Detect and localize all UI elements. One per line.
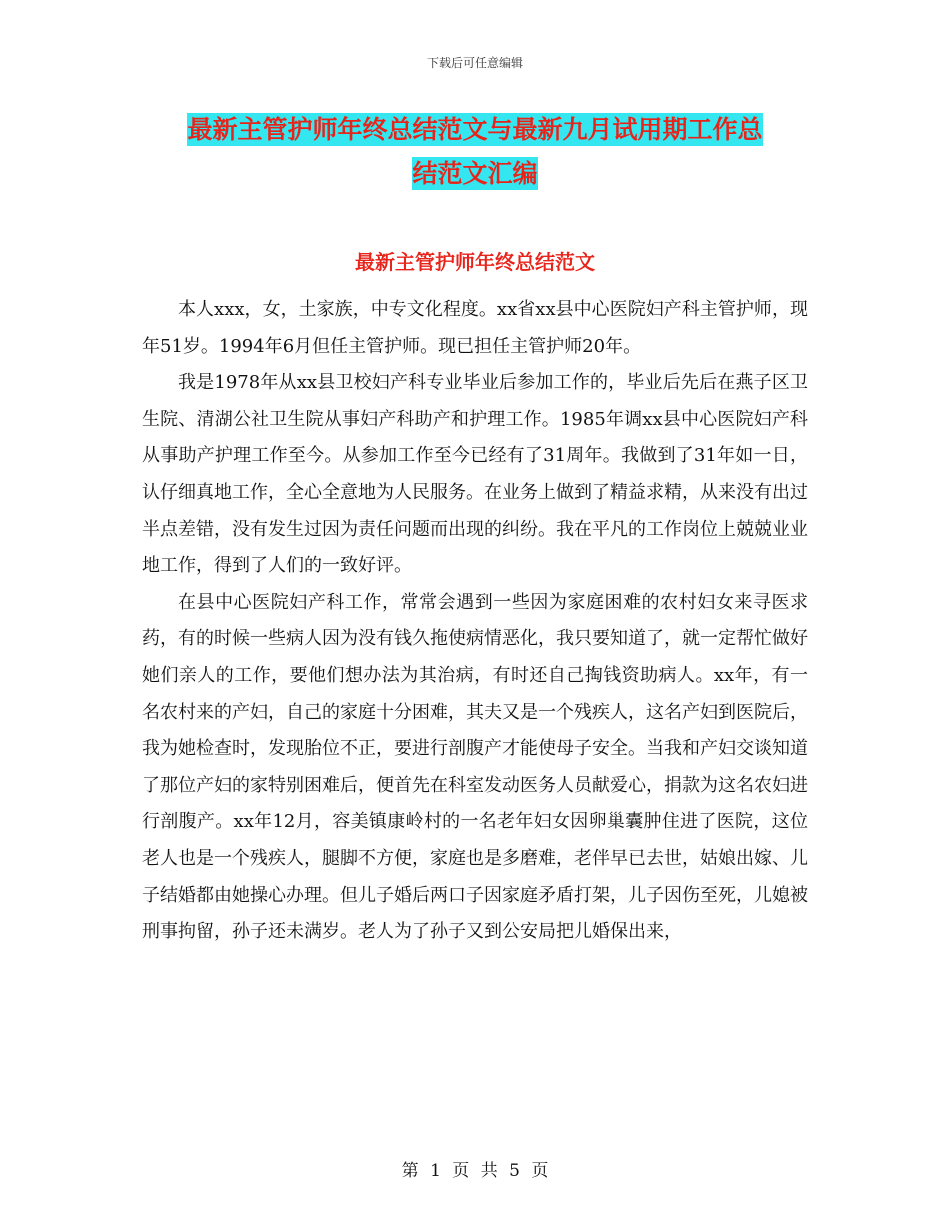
header-note: 下载后可任意编辑 [426, 56, 523, 70]
paragraph: 在县中心医院妇产科工作，常常会遇到一些因为家庭困难的农村妇女来寻医求药，有的时候一些病人因为没有钱久拖使病情恶化，我只要知道了，就一定帮忙做好她们亲人的工作，要他们想办法为其治病，有时还自己掏钱资助病人。xx年，有一名农村来的产妇，自己的家庭十分困难，其夫又是一个残疾人，这名产妇到医院后，我为她检查时，发现胎位不正，要进行剖腹产才能使母子安全。当我和产妇交谈知道了那位产妇的家特别困难后，便首先在科室发动医务人员献爱心，捐款为这名农妇进行剖腹产。xx年12月，容美镇康岭村的一名老年妇女因卵巢囊肿住进了医院，这位老人也是一个残疾人，腿脚不方便，家庭也是多磨难，老伴早已去世，姑娘出嫁、儿子结婚都由她操心办理。但儿子婚后两口子因家庭矛盾打架，儿子因伤至死，儿媳被刑事拘留，孙子还未满岁。老人为了孙子又到公安局把儿婚保出来， [142, 591, 808, 943]
document-title [130, 108, 820, 196]
paragraph: 我是1978年从xx县卫校妇产科专业毕业后参加工作的，毕业后先后在燕子区卫生院、清湖公社卫生院从事妇产科助产和护理工作。1985年调xx县中心医院妇产科从事助产护理工作至今。从参加工作至今已经有了31周年。我做到了31年如一日，认仔细真地工作，全心全意地为人民服务。在业务上做到了精益求精，从来没有出过半点差错，没有发生过因为责任问题而出现的纠纷。我在平凡的工作岗位上兢兢业业地工作，得到了人们的一致好评。 [142, 372, 808, 577]
section-title: 最新主管护师年终总结范文 [355, 250, 595, 274]
document-body [142, 292, 808, 951]
paragraph: 本人xxx，女，土家族，中专文化程度。xx省xx县中心医院妇产科主管护师，现年51岁。1994年6月但任主管护师。现已担任主管护师20年。 [142, 299, 808, 357]
document-title-line-1: 最新主管护师年终总结范文与最新九月试用期工作总 [187, 115, 763, 144]
document-title-line-2: 结范文汇编 [412, 159, 538, 188]
page-indicator: 第 1 页 共 5 页 [401, 1161, 549, 1181]
